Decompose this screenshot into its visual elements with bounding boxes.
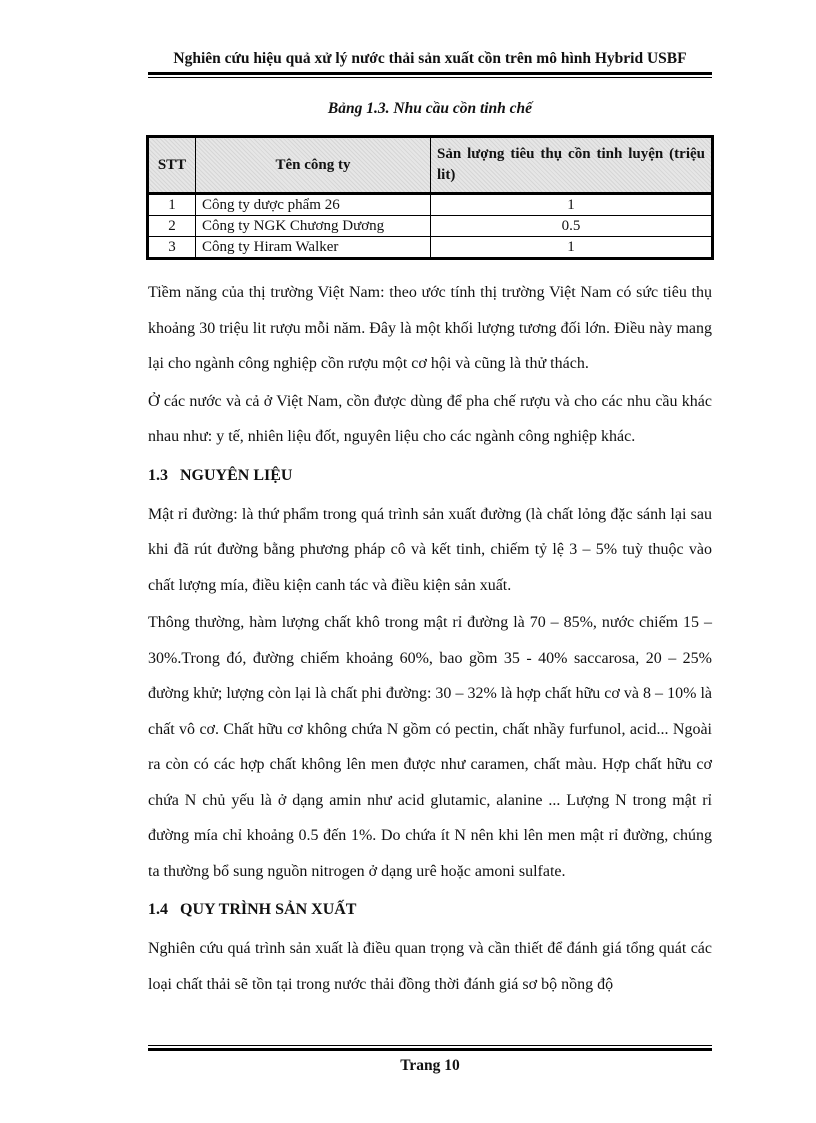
section-title: QUY TRÌNH SẢN XUẤT [180,901,357,918]
paragraph-composition: Thông thường, hàm lượng chất khô trong mật rỉ đường là 70 – 85%, nước chiếm 15 – 30%.Trong đó, đường chiếm khoảng 60%, bao gồm 35 - 40% saccarosa, 20 – 25% đường khử; lượng còn lại là chất phi đường: 30 – 32% là hợp chất hữu cơ và 8 – 10% là chất vô cơ. Chất hữu cơ không chứa N gồm có pectin, chất nhầy furfunol, acid... Ngoài ra còn có các hợp chất không lên men được như caramen, chất màu. Hợp chất hữu cơ chứa N chủ yếu là ở dạng amin như acid glutamic, alanine ... Lượng N trong mật rỉ đường mía chỉ khoảng 0.5 đến 1%. Do chứa ít N nên khi lên men mật rỉ đường, chúng ta thường bổ sung nguồn nitrogen ở dạng urê hoặc amoni sulfate. [148,614,712,880]
running-header: Nghiên cứu hiệu quả xử lý nước thải sản xuất cồn trên mô hình Hybrid USBF [173,50,687,67]
row-stt: 1 [148,194,196,216]
table-row [148,194,713,216]
paragraph-uses: Ở các nước và cả ở Việt Nam, cồn được dùng để pha chế rượu và cho các nhu cầu khác nhau như: y tế, nhiên liệu đốt, nguyên liệu cho các ngành công nghiệp khác. [148,392,712,445]
section-number: 1.4 [148,901,168,918]
row-stt: 2 [148,216,196,237]
row-company: Công ty dược phẩm 26 [196,194,431,216]
footer-divider [148,1045,712,1051]
section-heading-production-process [148,889,712,931]
row-amount: 1 [431,237,713,259]
row-amount: 1 [431,194,713,216]
demand-table [146,135,714,260]
row-company: Công ty NGK Chương Dương [196,216,431,237]
section-heading-raw-materials [148,455,712,497]
table-row [148,237,713,259]
header-divider [148,72,712,78]
column-header-company: Tên công ty [196,137,431,194]
row-stt: 3 [148,237,196,259]
paragraph-process-intro: Nghiên cứu quá trình sản xuất là điều quan trọng và cần thiết để đánh giá tổng quát các loại chất thải sẽ tồn tại trong nước thải đồng thời đánh giá sơ bộ nồng độ [148,940,712,993]
table-row [148,216,713,237]
column-header-amount: Sản lượng tiêu thụ cồn tinh luyện (triệu lit) [431,137,713,194]
paragraph-market-potential: Tiềm năng của thị trường Việt Nam: theo ước tính thị trường Việt Nam có sức tiêu thụ khoảng 30 triệu lit rượu mỗi năm. Đây là một khối lượng tương đối lớn. Điều này mang lại cho ngành công nghiệp cồn rượu một cơ hội và cũng là thử thách. [148,284,712,372]
page-number: Trang 10 [400,1057,460,1074]
row-amount: 0.5 [431,216,713,237]
table-caption: Bảng 1.3. Nhu cầu cồn tinh chế [327,100,533,117]
page-body [148,275,712,1002]
paragraph-molasses: Mật rỉ đường: là thứ phẩm trong quá trình sản xuất đường (là chất lỏng đặc sánh lại sau khi đã rút đường bằng phương pháp cô và kết tinh, chiếm tỷ lệ 3 – 5% tuỳ thuộc vào chất lượng mía, điều kiện canh tác và điều kiện sản xuất. [148,505,712,594]
section-number: 1.3 [148,466,168,484]
column-header-stt: STT [148,137,196,194]
table-header-row [148,137,713,194]
section-title: NGUYÊN LIỆU [180,466,293,484]
row-company: Công ty Hiram Walker [196,237,431,259]
